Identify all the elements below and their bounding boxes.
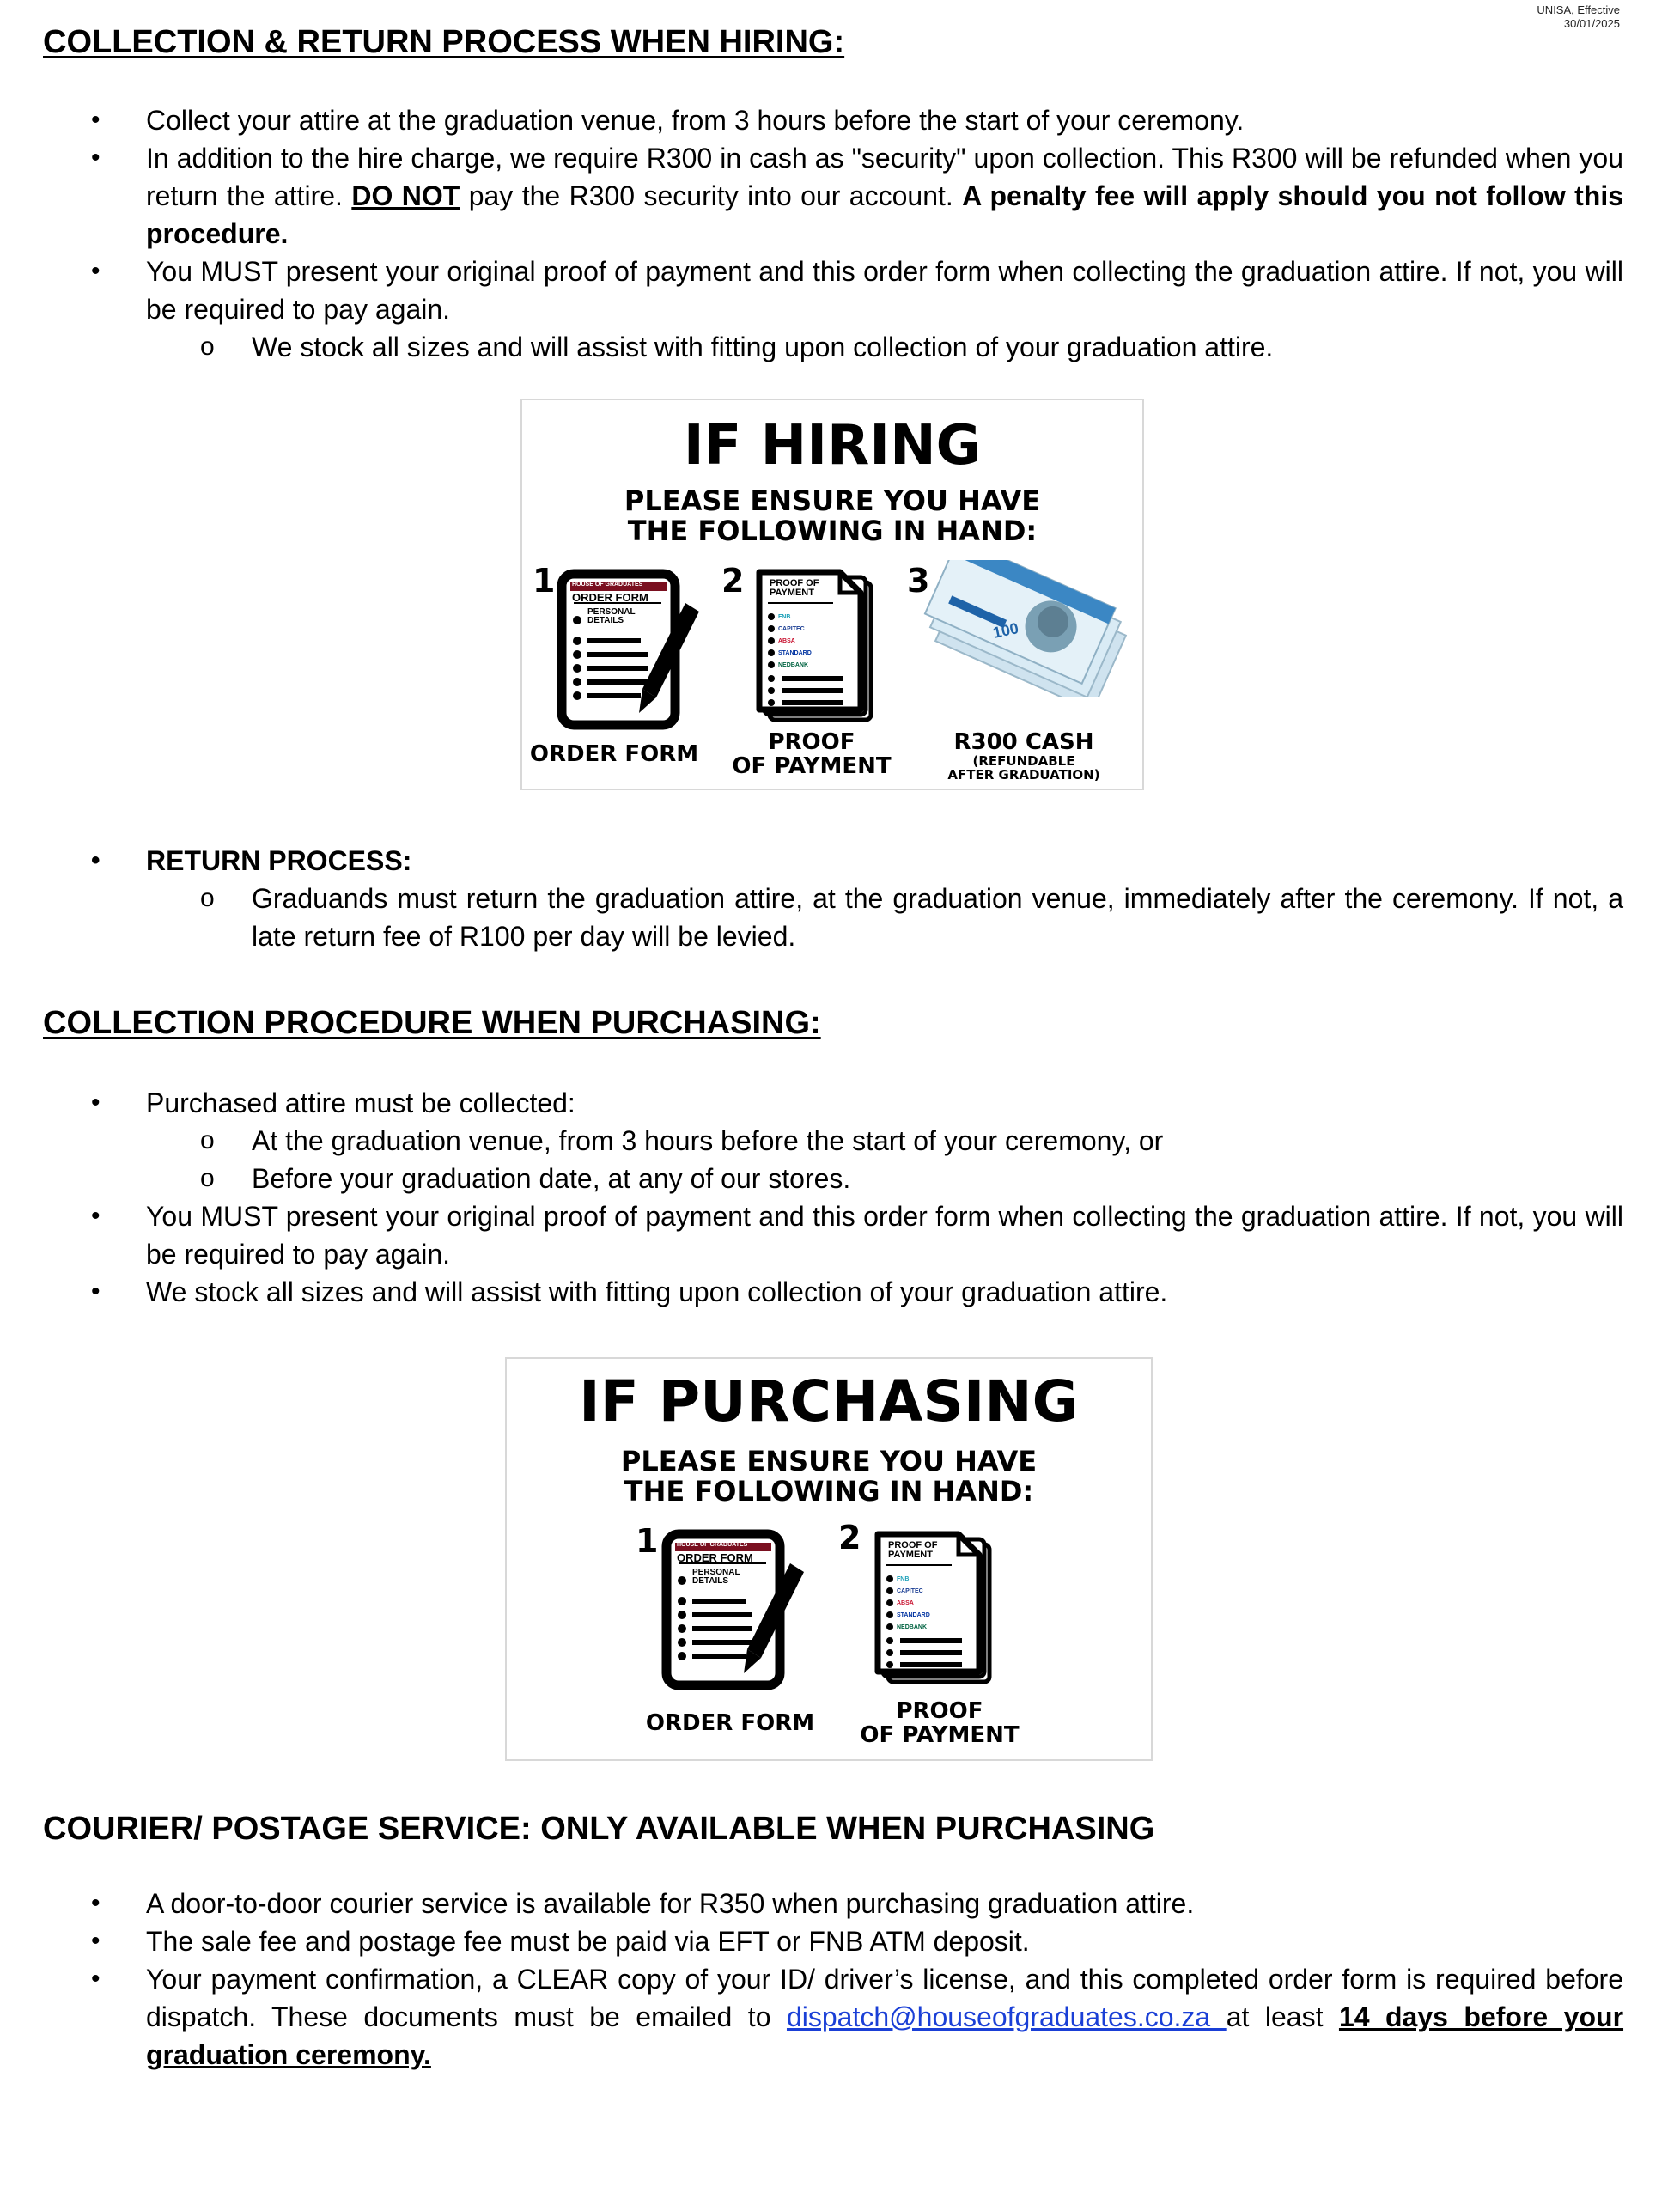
pay-line2: PAYMENT	[770, 588, 814, 598]
hiring-list	[43, 101, 1623, 366]
list-item	[43, 139, 1623, 253]
bank-capitec: CAPITEC	[778, 626, 805, 632]
caption-order-form: ORDER FORM	[529, 741, 699, 767]
bank-absa: ABSA	[897, 1600, 914, 1606]
purchasing-s2-text: Before your graduation date, at any of our stores.	[252, 1163, 851, 1194]
caption-line: OF PAYMENT	[860, 1722, 1020, 1748]
hiring-b2-text: In addition to the hire charge, we require R300 in cash as "security" upon collection. This R300 will be refunded when you return the attire.	[146, 143, 1623, 211]
courier-heading: COURIER/ POSTAGE SERVICE: ONLY AVAILABLE WHEN PURCHASING	[43, 1811, 1155, 1847]
header-note	[1537, 3, 1620, 31]
header-note-line1: UNISA, Effective	[1537, 3, 1620, 16]
hiring-b3-text: You MUST present your original proof of payment and this order form when collecting the graduation attire. If not, you will be required to pay again.	[146, 256, 1623, 325]
pay-line1: PROOF OF	[770, 578, 819, 588]
proof-of-payment-icon	[756, 569, 876, 723]
form-details	[692, 1569, 740, 1586]
bank-list	[778, 612, 812, 672]
penalty-warning: A penalty fee will apply should you not follow this procedure.	[146, 180, 1623, 249]
caption-line: OF PAYMENT	[732, 753, 892, 779]
caption-proof-of-payment	[837, 1699, 1043, 1747]
step-number: 2	[721, 562, 745, 600]
bank-nedbank: NEDBANK	[778, 662, 808, 668]
purchasing-b1-text: Purchased attire must be collected:	[146, 1087, 575, 1118]
caption-line: R300 CASH	[953, 729, 1094, 755]
sub-list-item	[43, 880, 1623, 955]
purchasing-b2-text: You MUST present your original proof of payment and this order form when collecting the graduation attire. If not, you will be required to pay again.	[146, 1201, 1623, 1270]
courier-b1-text: A door-to-door courier service is available for R350 when purchasing graduation attire.	[146, 1888, 1195, 1919]
list-item	[43, 101, 1623, 139]
bank-standard: STANDARD	[897, 1612, 930, 1618]
return-text: Graduands must return the graduation attire, at the graduation venue, immediately after the ceremony. If not, a late return fee of R100 per day will be levied.	[252, 883, 1623, 952]
form-line1: PERSONAL	[692, 1568, 740, 1577]
courier-b3-text-2: at least	[1226, 2001, 1339, 2032]
order-form-icon	[557, 569, 703, 732]
header-note-line2: 30/01/2025	[1563, 17, 1620, 30]
purchasing-s1-text: At the graduation venue, from 3 hours before the start of your ceremony, or	[252, 1125, 1164, 1156]
if-hiring-infographic	[520, 399, 1144, 790]
step-number: 1	[636, 1522, 659, 1560]
form-title: ORDER FORM	[677, 1551, 753, 1564]
banknote-value: 100	[991, 619, 1020, 642]
courier-list	[43, 1885, 1623, 2074]
purchasing-card-sub2: THE FOLLOWING IN HAND:	[624, 1475, 1034, 1508]
list-item: • RETURN PROCESS:	[43, 842, 1623, 880]
do-not-emphasis: DO NOT	[351, 180, 460, 211]
step-number: 1	[533, 562, 556, 600]
purchasing-heading: COLLECTION PROCEDURE WHEN PURCHASING:	[43, 1005, 821, 1041]
form-line2: DETAILS	[692, 1576, 729, 1586]
bank-fnb: FNB	[897, 1576, 910, 1582]
bank-standard: STANDARD	[778, 650, 812, 656]
bank-list	[897, 1574, 930, 1634]
caption-line: PROOF	[896, 1698, 983, 1724]
hiring-b2-text-2: pay the R300 security into our account.	[460, 180, 963, 211]
caption-proof-of-payment	[721, 730, 902, 778]
dispatch-email-link[interactable]: dispatch@houseofgraduates.co.za	[786, 2001, 1227, 2032]
step-number: 3	[907, 562, 930, 600]
pay-heading	[888, 1541, 937, 1560]
bank-fnb: FNB	[778, 614, 791, 620]
form-title: ORDER FORM	[572, 591, 648, 604]
pay-line2: PAYMENT	[888, 1550, 933, 1560]
caption-line: PROOF	[768, 729, 855, 755]
list-item	[43, 1922, 1623, 1960]
hiring-s1-text: We stock all sizes and will assist with fitting upon collection of your graduation attire.	[252, 332, 1274, 362]
if-purchasing-infographic	[505, 1357, 1153, 1761]
bank-capitec: CAPITEC	[897, 1588, 923, 1594]
pay-heading	[770, 579, 819, 598]
hiring-heading: COLLECTION & RETURN PROCESS WHEN HIRING:	[43, 24, 845, 60]
purchasing-card-title: IF PURCHASING	[579, 1368, 1079, 1435]
proof-of-payment-icon	[874, 1531, 995, 1685]
caption-r300-cash	[929, 730, 1118, 782]
caption-note: AFTER GRADUATION)	[947, 767, 1100, 783]
hiring-card-title: IF HIRING	[683, 414, 982, 478]
purchasing-b3-text: We stock all sizes and will assist with fitting upon collection of your graduation attire.	[146, 1276, 1168, 1307]
hiring-b1-text: Collect your attire at the graduation venue, from 3 hours before the start of your ceremony.	[146, 105, 1245, 136]
courier-b3-text: Your payment confirmation, a CLEAR copy of your ID/ driver’s license, and this completed order form is required before dispatch. These documents must be emailed to	[146, 1964, 1623, 2032]
sub-list-item	[43, 328, 1623, 366]
cash-notes-icon	[919, 543, 1134, 715]
purchasing-card-sub1: PLEASE ENSURE YOU HAVE	[620, 1445, 1038, 1477]
caption-note: (REFUNDABLE	[972, 753, 1075, 769]
list-item	[43, 1084, 1623, 1122]
step-number: 2	[838, 1519, 861, 1556]
form-brand: HOUSE OF GRADUATES	[572, 582, 643, 588]
list-item	[43, 1885, 1623, 1922]
pay-line1: PROOF OF	[888, 1540, 938, 1550]
deadline-emphasis: 14 days before your graduation ceremony.	[146, 2001, 1624, 2070]
order-form-icon	[661, 1529, 807, 1692]
form-brand: HOUSE OF GRADUATES	[677, 1542, 748, 1548]
list-item	[43, 1197, 1623, 1273]
list-item	[43, 1273, 1623, 1311]
list-item	[43, 1960, 1623, 2074]
purchasing-list	[43, 1084, 1623, 1311]
form-line2: DETAILS	[587, 616, 624, 625]
caption-order-form: ORDER FORM	[645, 1710, 815, 1736]
return-list	[43, 842, 1623, 955]
hiring-card-sub2: THE FOLLOWING IN HAND:	[627, 515, 1038, 547]
form-details	[587, 608, 636, 625]
form-line1: PERSONAL	[587, 607, 636, 617]
bank-nedbank: NEDBANK	[897, 1624, 927, 1630]
bank-absa: ABSA	[778, 638, 795, 644]
courier-b2-text: The sale fee and postage fee must be paid via EFT or FNB ATM deposit.	[146, 1926, 1030, 1957]
list-item	[43, 253, 1623, 328]
hiring-card-sub1: PLEASE ENSURE YOU HAVE	[624, 484, 1041, 517]
sub-list-item	[43, 1160, 1623, 1197]
sub-list-item	[43, 1122, 1623, 1160]
